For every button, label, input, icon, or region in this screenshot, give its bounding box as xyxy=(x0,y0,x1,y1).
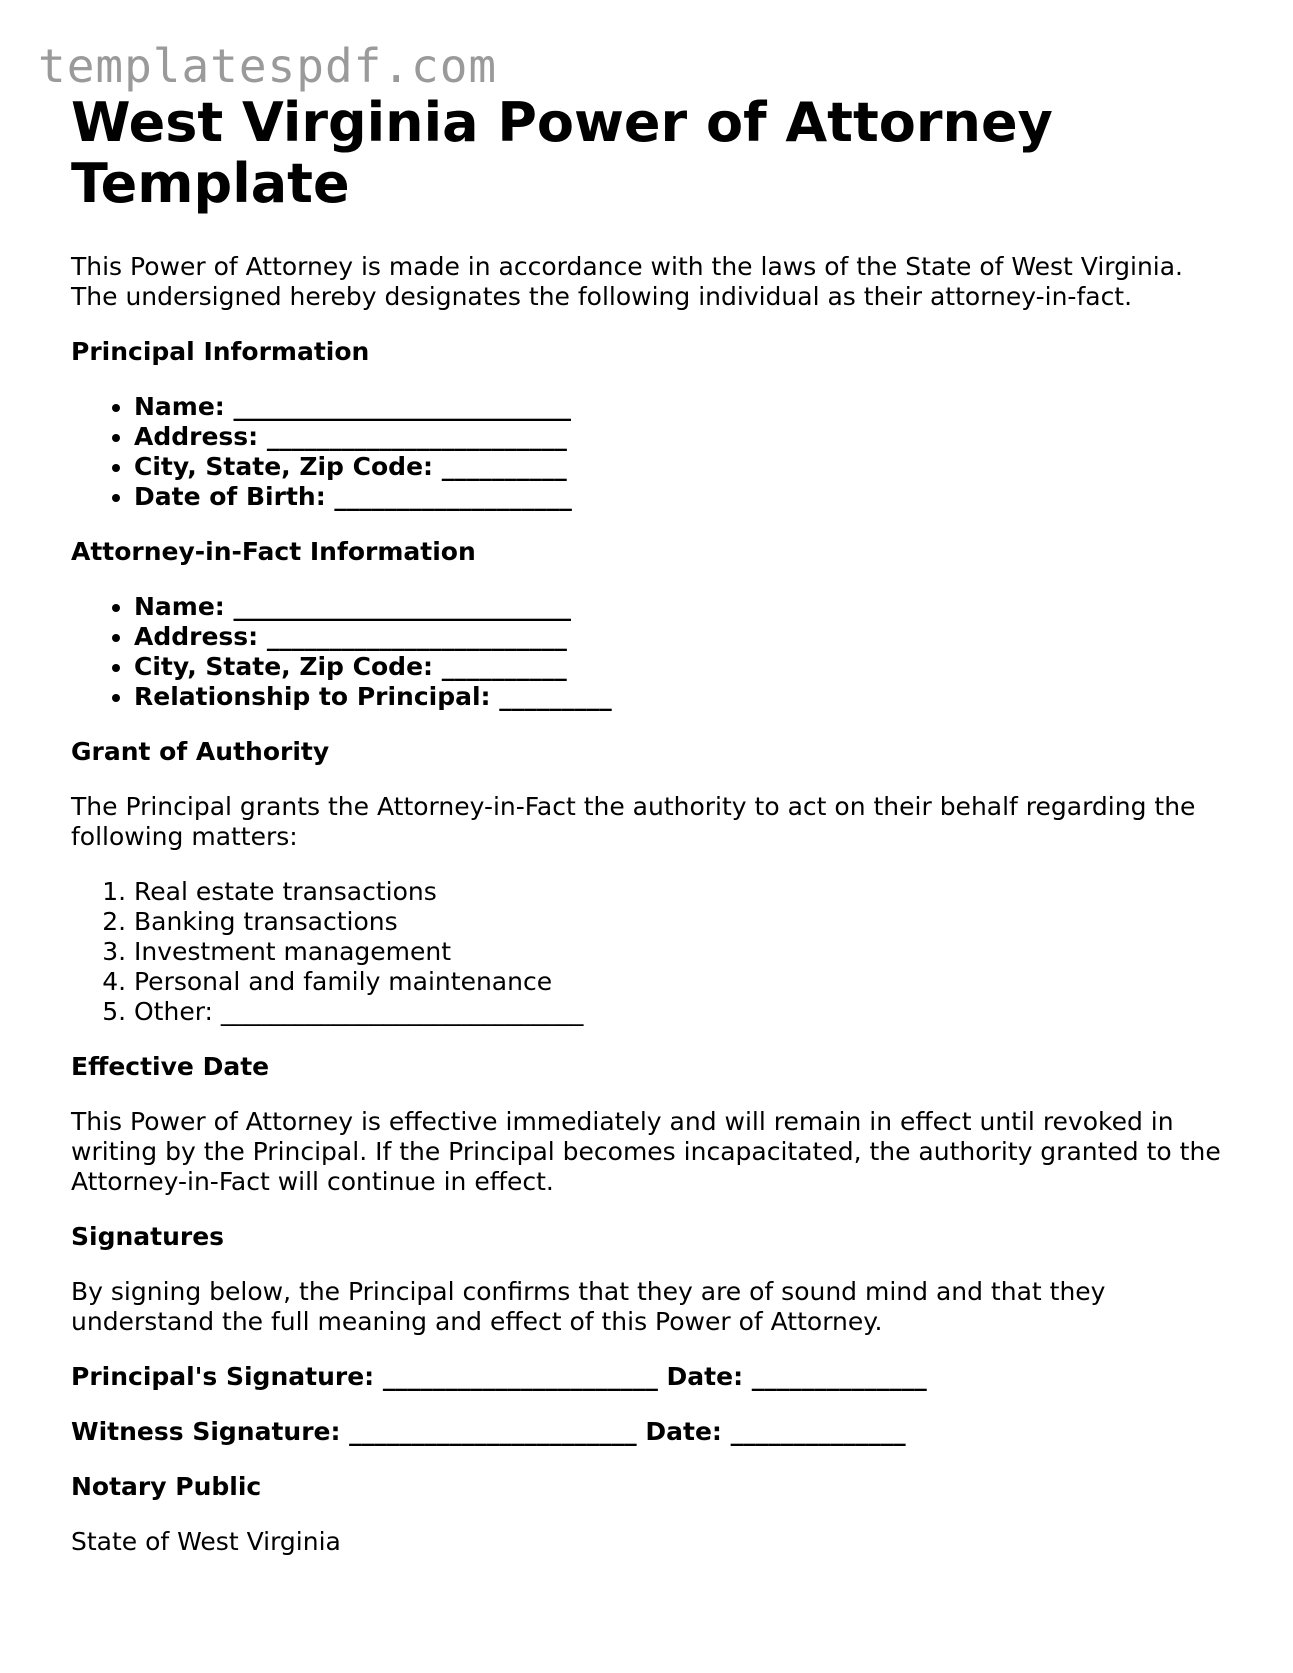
document-page xyxy=(71,92,1231,1557)
grant-text: The Principal grants the Attorney-in-Fact the authority to act on their behalf regarding the following matters: xyxy=(71,792,1196,851)
grant-item: 2. Banking transactions xyxy=(134,907,1231,937)
signatures-heading: Signatures xyxy=(71,1222,225,1251)
principal-address-field: • Address: ________________________ xyxy=(134,422,1231,452)
grant-items xyxy=(71,877,1231,1027)
grant-item: 3. Investment management xyxy=(134,937,1231,967)
attorney-fields xyxy=(71,592,1231,712)
effective-heading: Effective Date xyxy=(71,1052,270,1081)
principal-signature-line: Principal's Signature: ______________________ Date: ______________ xyxy=(71,1362,927,1391)
attorney-heading: Attorney-in-Fact Information xyxy=(71,537,476,566)
attorney-name-field: • Name: ___________________________ xyxy=(134,592,1231,622)
principal-name-field: • Name: ___________________________ xyxy=(134,392,1231,422)
principal-heading: Principal Information xyxy=(71,337,370,366)
effective-text: This Power of Attorney is effective immediately and will remain in effect until revoked in writing by the Principal. If the Principal becomes incapacitated, the authority granted to the Attorney-in-Fact will continue in effect. xyxy=(71,1107,1221,1196)
principal-dob-field: • Date of Birth: ___________________ xyxy=(134,482,1231,512)
attorney-relationship-field: • Relationship to Principal: _________ xyxy=(134,682,1231,712)
grant-heading: Grant of Authority xyxy=(71,737,330,766)
watermark: templatespdf.com xyxy=(38,39,498,93)
intro-paragraph: This Power of Attorney is made in accordance with the laws of the State of West Virginia. The undersigned hereby designates the following individual as their attorney-in-fact. xyxy=(71,252,1183,311)
document-title: West Virginia Power of Attorney Template xyxy=(71,91,1053,215)
notary-state: State of West Virginia xyxy=(71,1527,341,1556)
attorney-address-field: • Address: ________________________ xyxy=(134,622,1231,652)
attorney-city-field: • City, State, Zip Code: __________ xyxy=(134,652,1231,682)
signatures-text: By signing below, the Principal confirms that they are of sound mind and that they understand the full meaning and effect of this Power of Attorney. xyxy=(71,1277,1106,1336)
witness-signature-line: Witness Signature: _______________________ Date: ______________ xyxy=(71,1417,906,1446)
principal-fields xyxy=(71,392,1231,512)
grant-item: 1. Real estate transactions xyxy=(134,877,1231,907)
grant-item: 4. Personal and family maintenance xyxy=(134,967,1231,997)
principal-city-field: • City, State, Zip Code: __________ xyxy=(134,452,1231,482)
grant-item-other: 5. Other: _____________________________ xyxy=(134,997,1231,1027)
notary-heading: Notary Public xyxy=(71,1472,262,1501)
